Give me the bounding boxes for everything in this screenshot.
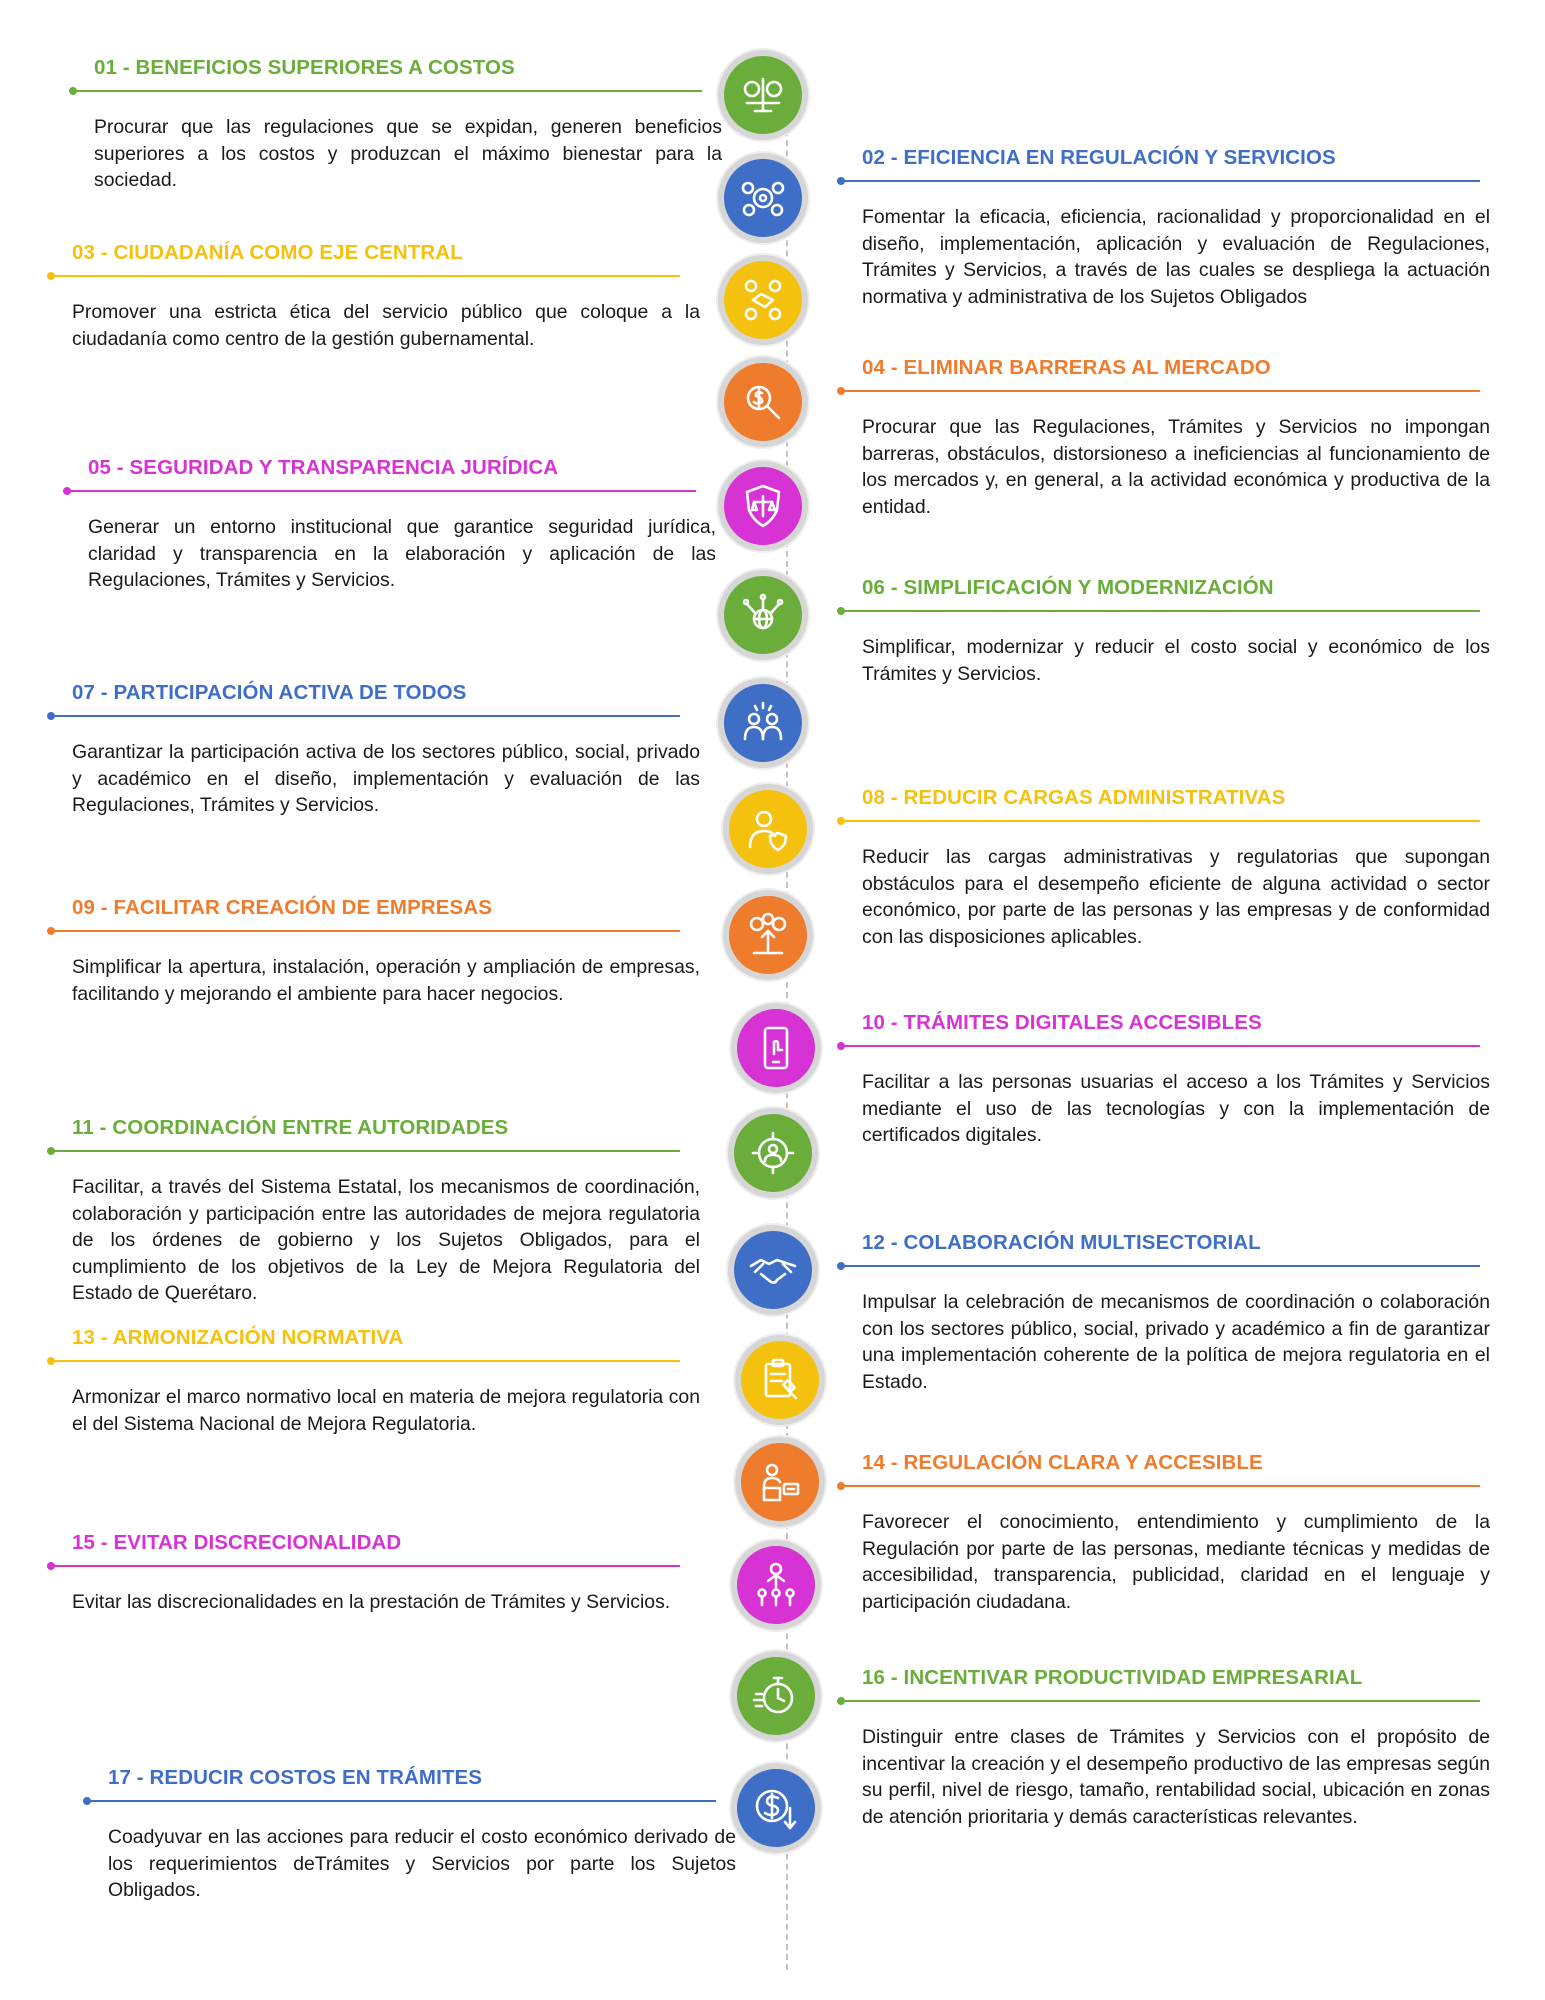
principle-10 xyxy=(840,1010,1490,1149)
principle-description: Generar un entorno institucional que garantice seguridad jurídica, claridad y transparencia en la elaboración y aplicación de las Regulaciones, Trámites y Servicios. xyxy=(88,516,716,591)
principle-title: 04 - ELIMINAR BARRERAS AL MERCADO xyxy=(862,356,1271,379)
title-underline xyxy=(66,490,696,492)
principle-08-badge xyxy=(723,784,813,874)
principle-title: 07 - PARTICIPACIÓN ACTIVA DE TODOS xyxy=(72,681,467,704)
principle-03 xyxy=(50,240,700,352)
principle-description: Armonizar el marco normativo local en materia de mejora regulatoria con el del Sistema Nacional de Mejora Regulatoria. xyxy=(72,1386,700,1435)
principle-05-badge xyxy=(718,461,808,551)
principle-01 xyxy=(72,55,722,194)
title-underline xyxy=(50,275,680,277)
smartphone-touch-icon xyxy=(750,1022,802,1074)
principle-title: 06 - SIMPLIFICACIÓN Y MODERNIZACIÓN xyxy=(862,576,1274,599)
title-underline xyxy=(50,1565,680,1567)
principle-16-badge xyxy=(731,1651,821,1741)
title-underline xyxy=(72,90,702,92)
principle-title: 10 - TRÁMITES DIGITALES ACCESIBLES xyxy=(862,1011,1262,1034)
principle-title: 17 - REDUCIR COSTOS EN TRÁMITES xyxy=(108,1766,483,1789)
group-idea-icon xyxy=(737,697,789,749)
title-underline xyxy=(840,180,1480,182)
principle-17-badge xyxy=(731,1763,821,1853)
principle-description: Simplificar la apertura, instalación, operación y ampliación de empresas, facilitando y mejorando el ambiente para hacer negocios. xyxy=(72,956,700,1005)
handshake-icon xyxy=(747,1244,799,1296)
principle-title: 13 - ARMONIZACIÓN NORMATIVA xyxy=(72,1326,404,1349)
leader-team-icon xyxy=(750,1559,802,1611)
principle-title: 02 - EFICIENCIA EN REGULACIÓN Y SERVICIOS xyxy=(862,146,1336,169)
title-underline xyxy=(86,1800,716,1802)
title-underline xyxy=(50,930,680,932)
principle-15 xyxy=(50,1530,700,1616)
person-shield-icon xyxy=(742,803,794,855)
globe-network-icon xyxy=(737,589,789,641)
principle-description: Procurar que las regulaciones que se expidan, generen beneficios superiores a los costos y produzcan el máximo bienestar para la sociedad. xyxy=(94,116,722,191)
principle-description: Distinguir entre clases de Trámites y Servicios con el propósito de incentivar la creación y el desempeño productivo de las empresas según su perfil, nivel de riesgo, tamaño, rentabilidad social, ubicación en zonas de atención prioritaria y demás características relevantes. xyxy=(862,1726,1490,1828)
principle-description: Impulsar la celebración de mecanismos de coordinación o colaboración con los sectores público, social, privado y académico a fin de garantizar una implementación coherente de la política de mejora regulatoria en el Estado. xyxy=(862,1291,1490,1393)
principle-02-badge xyxy=(718,153,808,243)
title-underline xyxy=(840,1265,1480,1267)
principle-13 xyxy=(50,1325,700,1437)
principle-16 xyxy=(840,1665,1490,1830)
gears-people-icon xyxy=(737,172,789,224)
principle-description: Coadyuvar en las acciones para reducir el costo económico derivado de los requerimientos deTrámites y Servicios por parte los Sujetos Obligados. xyxy=(108,1826,736,1901)
principle-01-badge xyxy=(718,50,808,140)
principle-14 xyxy=(840,1450,1490,1615)
dollar-down-icon xyxy=(750,1782,802,1834)
balance-scale-icon xyxy=(737,69,789,121)
principle-title: 09 - FACILITAR CREACIÓN DE EMPRESAS xyxy=(72,896,492,919)
principle-03-badge xyxy=(718,255,808,345)
principle-description: Facilitar, a través del Sistema Estatal, los mecanismos de coordinación, colaboración y participación entre las autoridades de mejora regulatoria de los órdenes de gobierno y los Sujetos Obligados, para el cumplimiento de los objetivos de la Ley de Mejora Regulatoria del Estado de Querétaro. xyxy=(72,1176,700,1304)
principle-description: Procurar que las Regulaciones, Trámites y Servicios no impongan barreras, obstáculos, distorsioneso a ineficiencias al funcionamiento de los mercados y, en general, a la actividad económica y productiva de la entidad. xyxy=(862,416,1490,518)
title-underline xyxy=(840,1485,1480,1487)
principle-17 xyxy=(86,1765,736,1904)
title-underline xyxy=(840,1700,1480,1702)
principle-06 xyxy=(840,575,1490,687)
principle-04-badge xyxy=(718,357,808,447)
principle-12-badge xyxy=(728,1225,818,1315)
title-underline xyxy=(50,1150,680,1152)
principle-15-badge xyxy=(731,1540,821,1630)
principle-description: Simplificar, modernizar y reducir el costo social y económico de los Trámites y Servicios. xyxy=(862,636,1490,685)
handshake-people-icon xyxy=(737,274,789,326)
principle-description: Evitar las discrecionalidades en la prestación de Trámites y Servicios. xyxy=(72,1591,671,1613)
principle-title: 03 - CIUDADANÍA COMO EJE CENTRAL xyxy=(72,241,463,264)
principle-title: 08 - REDUCIR CARGAS ADMINISTRATIVAS xyxy=(862,786,1286,809)
title-underline xyxy=(840,820,1480,822)
principle-12 xyxy=(840,1230,1490,1395)
principle-title: 14 - REGULACIÓN CLARA Y ACCESIBLE xyxy=(862,1451,1263,1474)
title-underline xyxy=(50,1360,680,1362)
principle-07-badge xyxy=(718,678,808,768)
principle-10-badge xyxy=(731,1003,821,1093)
principle-09-badge xyxy=(723,890,813,980)
title-underline xyxy=(840,390,1480,392)
principle-title: 01 - BENEFICIOS SUPERIORES A COSTOS xyxy=(94,56,515,79)
principle-14-badge xyxy=(735,1437,825,1527)
team-gear-icon xyxy=(747,1127,799,1179)
principle-title: 15 - EVITAR DISCRECIONALIDAD xyxy=(72,1531,402,1554)
principle-description: Favorecer el conocimiento, entendimiento y cumplimiento de la Regulación por parte de las personas, mediante técnicas y medidas de accesibilidad, transparencia, publicidad, claridad en el lenguaje y participación ciudadana. xyxy=(862,1511,1490,1613)
principle-description: Fomentar la eficacia, eficiencia, racionalidad y proporcionalidad en el diseño, implementación, aplicación y evaluación de Regulaciones, Trámites y Servicios, a través de las cuales se despliega la actuación normativa y administrativa de los Sujetos Obligados xyxy=(862,206,1490,308)
principle-title: 12 - COLABORACIÓN MULTISECTORIAL xyxy=(862,1231,1261,1254)
stopwatch-icon xyxy=(750,1670,802,1722)
title-underline xyxy=(840,610,1480,612)
principle-description: Facilitar a las personas usuarias el acceso a los Trámites y Servicios mediante el uso de las tecnologías y con la implementación de certificados digitales. xyxy=(862,1071,1490,1146)
money-growth-icon xyxy=(742,909,794,961)
principle-05 xyxy=(66,455,716,594)
title-underline xyxy=(50,715,680,717)
title-underline xyxy=(840,1045,1480,1047)
principle-11-badge xyxy=(728,1108,818,1198)
principle-08 xyxy=(840,785,1490,950)
money-search-icon xyxy=(737,376,789,428)
principle-09 xyxy=(50,895,700,1007)
principle-02 xyxy=(840,145,1490,310)
principle-description: Reducir las cargas administrativas y regulatorias que supongan obstáculos para el desempeño eficiente de alguna actividad o sector económico, por parte de las personas y las empresas y de conformidad con las disposiciones aplicables. xyxy=(862,846,1490,948)
principle-title: 05 - SEGURIDAD Y TRANSPARENCIA JURÍDICA xyxy=(88,456,559,479)
principle-04 xyxy=(840,355,1490,520)
principle-11 xyxy=(50,1115,700,1307)
principle-description: Garantizar la participación activa de los sectores público, social, privado y académico en el diseño, implementación y evaluación de las Regulaciones, Trámites y Servicios. xyxy=(72,741,700,816)
clipboard-gavel-icon xyxy=(754,1354,806,1406)
principle-title: 16 - INCENTIVAR PRODUCTIVIDAD EMPRESARIAL xyxy=(862,1666,1363,1689)
principle-07 xyxy=(50,680,700,819)
principle-description: Promover una estricta ética del servicio público que coloque a la ciudadanía como centro de la gestión gubernamental. xyxy=(72,301,700,350)
speaker-podium-icon xyxy=(754,1456,806,1508)
shield-scale-icon xyxy=(737,480,789,532)
principle-13-badge xyxy=(735,1335,825,1425)
principle-title: 11 - COORDINACIÓN ENTRE AUTORIDADES xyxy=(72,1116,509,1139)
principle-06-badge xyxy=(718,570,808,660)
